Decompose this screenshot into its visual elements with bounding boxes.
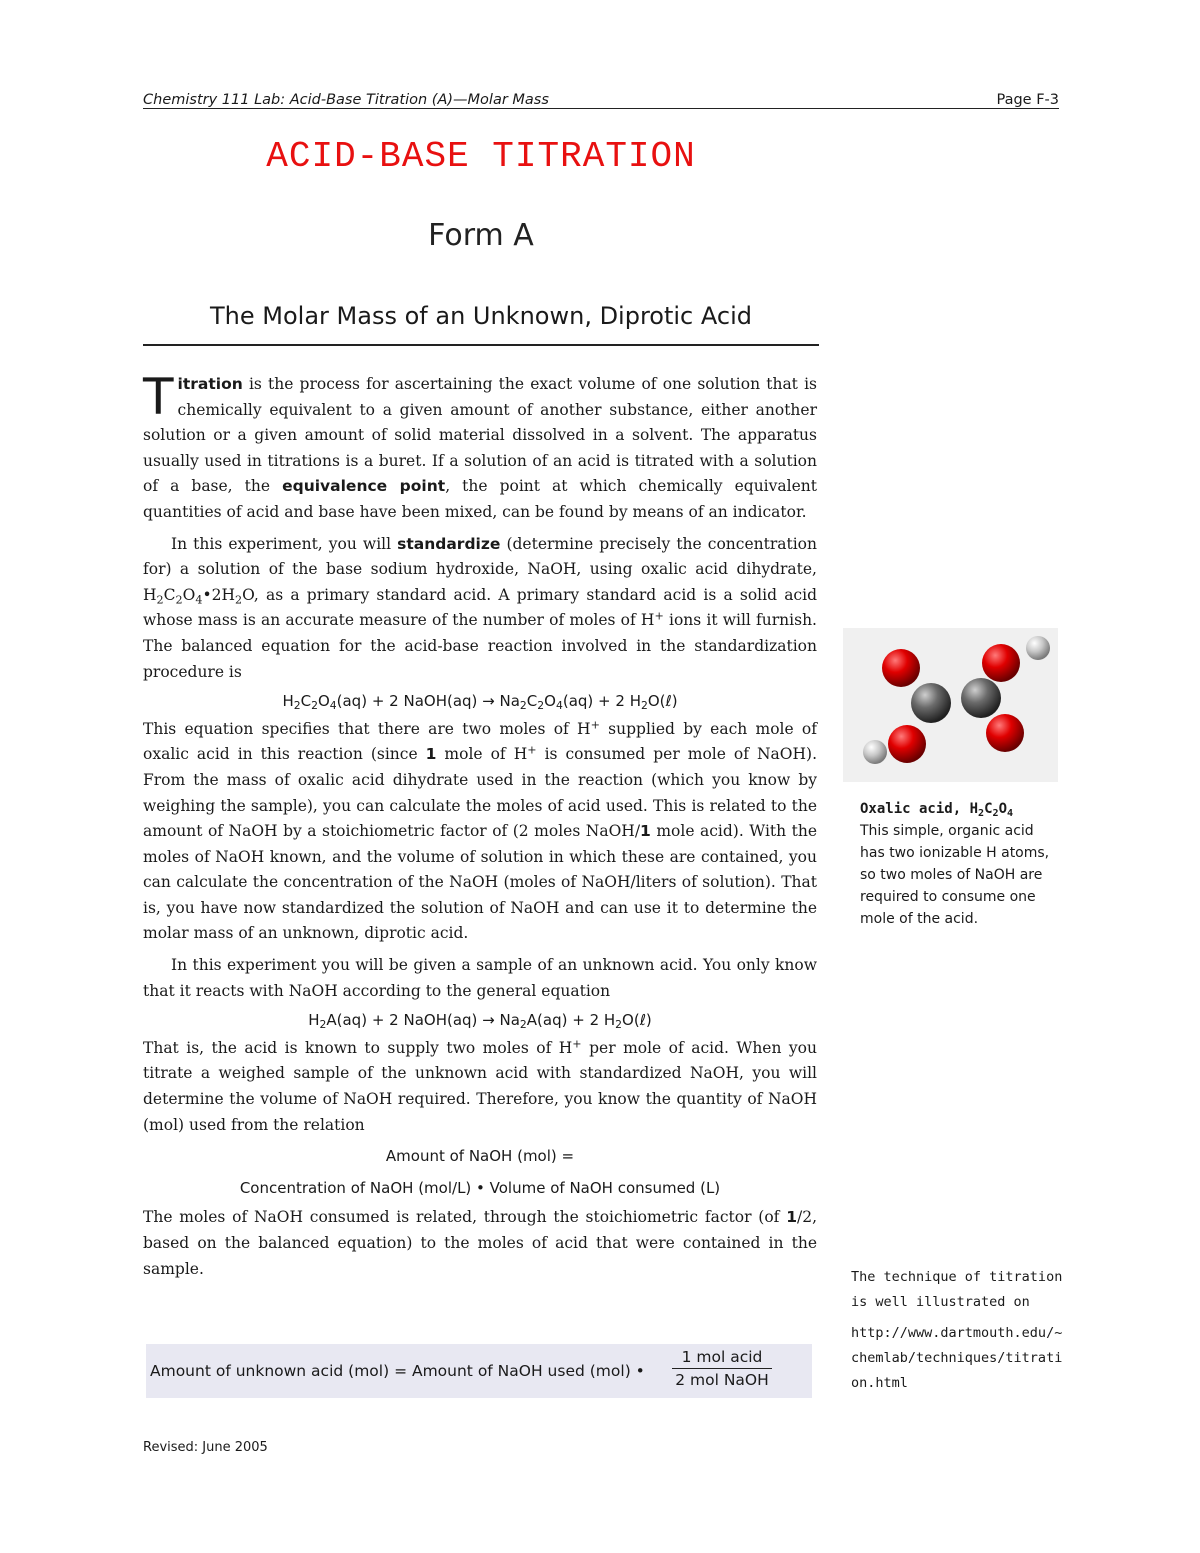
header-title: Chemistry 111 Lab: Acid-Base Titration (A)—Molar Mass (143, 92, 549, 108)
form-label: Form A (428, 218, 534, 253)
term-equivalence-point: equivalence point (282, 477, 446, 496)
formula-box (146, 1344, 812, 1398)
page-number: Page F-3 (996, 92, 1059, 108)
side-note-link[interactable]: http://www.dartmouth.edu/~chemlab/techniques/titration.html (851, 1325, 1063, 1391)
formula-fraction (672, 1348, 772, 1389)
equation-general: $H_2A(aq) + 2$ NaOH(aq) → $Na_2A(aq) + 2$ $H_2O(\ell)$ (308, 1011, 652, 1032)
page-subtitle: The Molar Mass of an Unknown, Diprotic Acid (143, 302, 819, 346)
molecule-model-icon (843, 628, 1058, 782)
caption-text: This simple, organic acid has two ionizable H atoms, so two moles of NaOH are required to consume one mole of the acid. (860, 823, 1050, 927)
running-header (143, 86, 1059, 109)
equation-oxalic: $H_2C_2O_4(aq) + 2$ NaOH(aq) → $Na_2C_2O_4(aq) + 2$ $H_2O(\ell)$ (282, 692, 678, 713)
equation-amount-line2: Concentration of NaOH (mol/L) • Volume of NaOH consumed (L) (239, 1178, 721, 1197)
paragraph-stoichiometric: The moles of NaOH consumed is related, through the stoichiometric factor (of 1/2, based on the balanced equation) to the moles of acid that were contained in the sample. (143, 1208, 817, 1278)
caption-title: Oxalic acid, $H_2C_2O_4$ (860, 801, 1014, 820)
equation-amount-line1: Amount of NaOH (mol) = (385, 1147, 575, 1166)
paragraph-relation: That is, the acid is known to supply two moles of H+ per mole of acid. When you titrate a weighed sample of the unknown acid with standardized NaOH, you will determine the volume of NaOH required. Therefore, you know the quantity of NaOH (mol) used from the relation (143, 1037, 817, 1134)
side-note (851, 1265, 1069, 1396)
formula-lhs: Amount of unknown acid (mol) = Amount of NaOH used (mol) • (150, 1362, 645, 1380)
body-text (143, 368, 817, 1282)
paragraph-standardize: In this experiment, you will standardize (determine precisely the concentration for) a solution of the base sodium hydroxide, NaOH, using oxalic acid dihydrate, $H_2C_2O_4•2H_2O$, as a primary standard acid. A primary standard acid is a solid acid whose mass is an accurate measure of the number of moles of H+ ions it will furnish. The balanced equation for the acid-base reaction involved in the standardization procedure is (143, 534, 817, 681)
fraction-denominator: 2 mol NaOH (675, 1371, 769, 1389)
paragraph-equation-explained: This equation specifies that there are two moles of H+ supplied by each mole of oxalic acid in this reaction (since 1 mole of H+ is consumed per mole of NaOH). From the mass of oxalic acid dihydrate used in the reaction (which you know by weighing the sample), you can calculate the moles of acid used. This is related to the amount of NaOH by a stoichiometric factor of (2 moles NaOH/1 mole acid). With the moles of NaOH known, and the volume of solution in which these are contained, you can calculate the concentration of the NaOH (moles of NaOH/liters of solution). That is, you have now standardized the solution of NaOH and can use it to determine the molar mass of an unknown, diprotic acid. (143, 718, 817, 943)
formula-oxalic-dihydrate: $H_2C_2O_4•2H_2O$ (143, 585, 254, 607)
term-standardize: standardize (397, 534, 501, 553)
oxalic-acid-molecule-image (843, 628, 1058, 782)
paragraph-intro: Titration is the process for ascertaining the exact volume of one solution that is chemically equivalent to a given amount of another substance, either another solution or a given amount of solid material dissolved in a solvent. The apparatus usually used in titrations is a buret. If a solution of an acid is titrated with a solution of a base, the equivalence point, the point at which chemically equivalent quantities of acid and base have been mixed, can be found by means of an indicator. (143, 368, 817, 521)
fraction-numerator: 1 mol acid (672, 1348, 772, 1369)
figure-caption (860, 798, 1055, 930)
term-titration: itration (177, 375, 243, 393)
revision-footer: Revised: June 2005 (143, 1440, 268, 1455)
page-title: ACID-BASE TITRATION (266, 136, 696, 177)
paragraph-unknown-acid: In this experiment you will be given a sample of an unknown acid. You only know that it reacts with NaOH according to the general equation (143, 956, 817, 1000)
drop-cap: T (143, 368, 174, 426)
side-note-text: The technique of titration is well illustrated on (851, 1269, 1063, 1310)
